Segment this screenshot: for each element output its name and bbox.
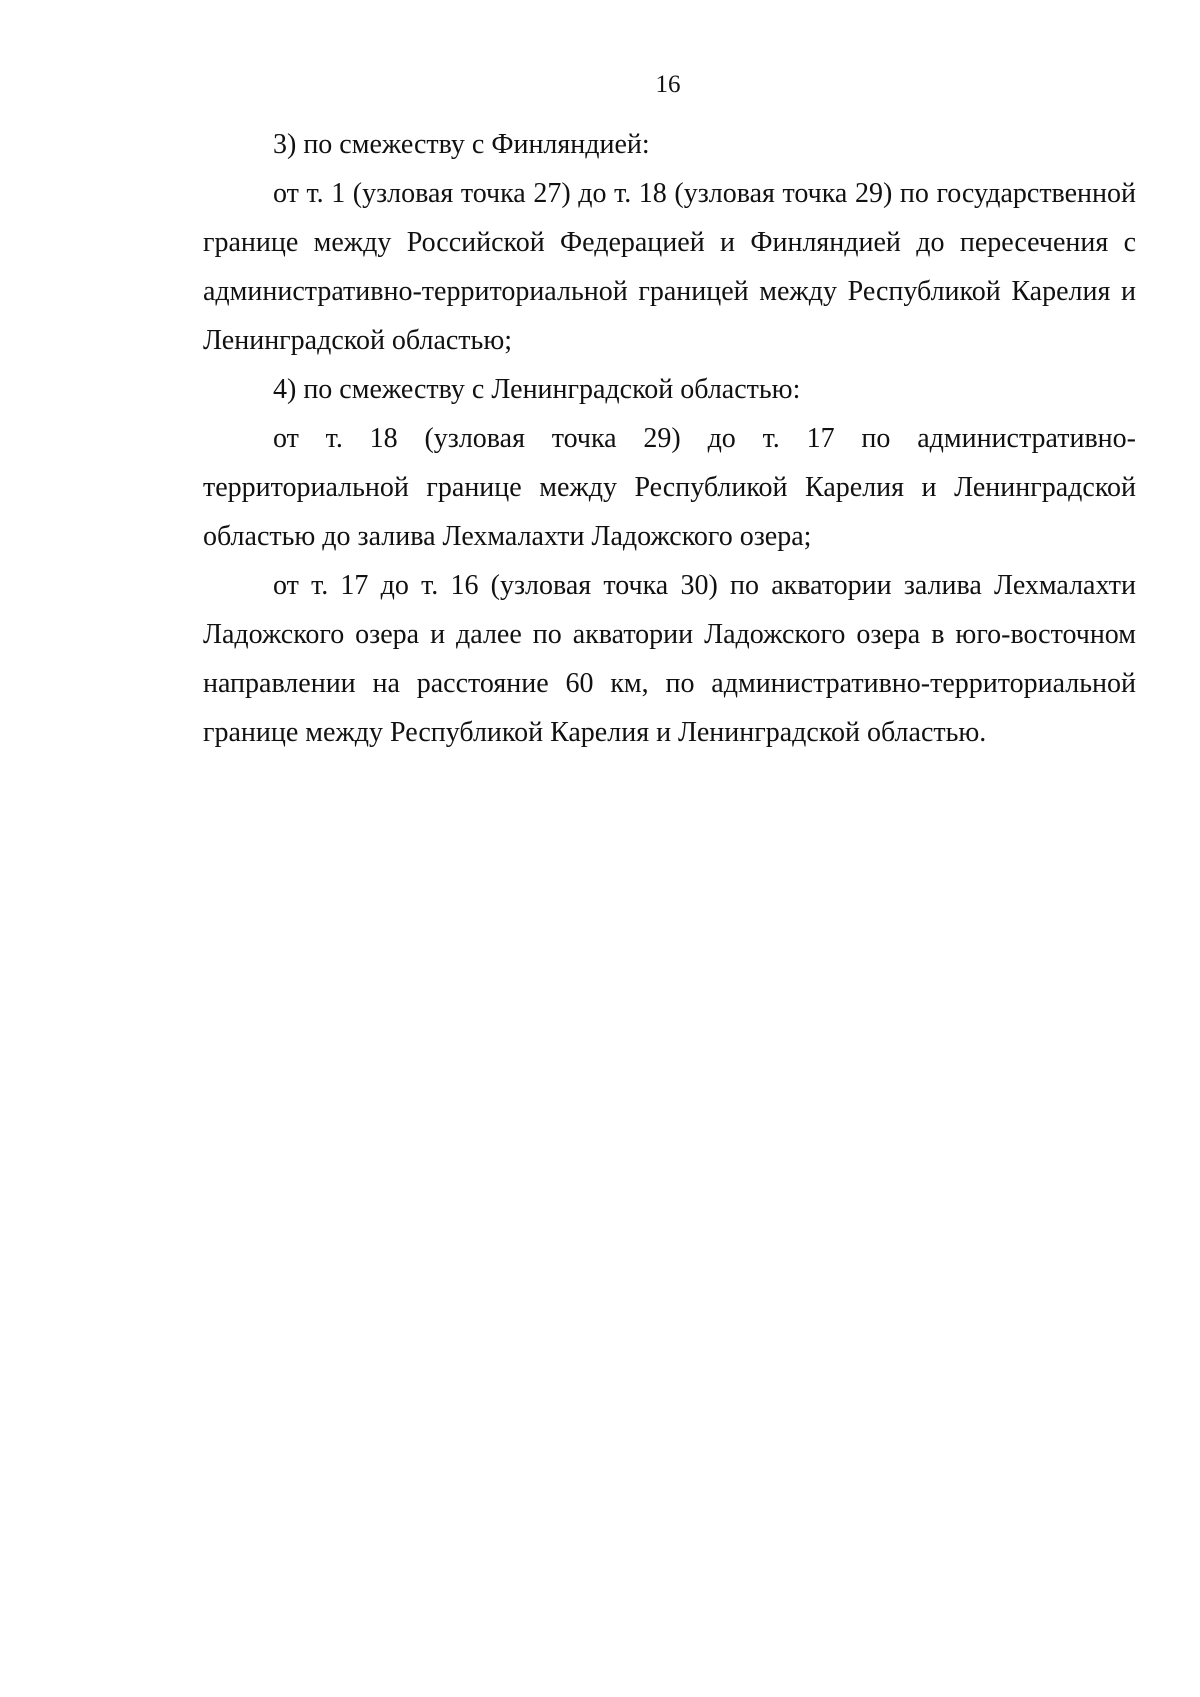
paragraph-ladoga-border: от т. 17 до т. 16 (узловая точка 30) по акватории залива Лехмалахти Ладожского озера и далее по акватории Ладожского озера в юго-восточном направлении на расстояние 60 км, по административно-территориальной границе между Республикой Карелия и Ленинградской областью. xyxy=(203,570,1136,748)
paragraph-finland-heading: 3) по смежеству с Финляндией: xyxy=(273,129,650,160)
paragraph-finland-border: от т. 1 (узловая точка 27) до т. 18 (узловая точка 29) по государственной границе между Российской Федерацией и Финляндией до пересечения с административно-территориальной границей между Республикой Карелия и Ленинградской областью; xyxy=(203,178,1136,356)
paragraph-leningrad-border: от т. 18 (узловая точка 29) до т. 17 по административно-территориальной границе между Республикой Карелия и Ленинградской областью до залива Лехмалахти Ладожского озера; xyxy=(203,423,1136,552)
document-body xyxy=(203,120,1136,757)
paragraph-leningrad-heading: 4) по смежеству с Ленинградской областью: xyxy=(273,374,801,405)
page-number: 16 xyxy=(655,71,681,98)
